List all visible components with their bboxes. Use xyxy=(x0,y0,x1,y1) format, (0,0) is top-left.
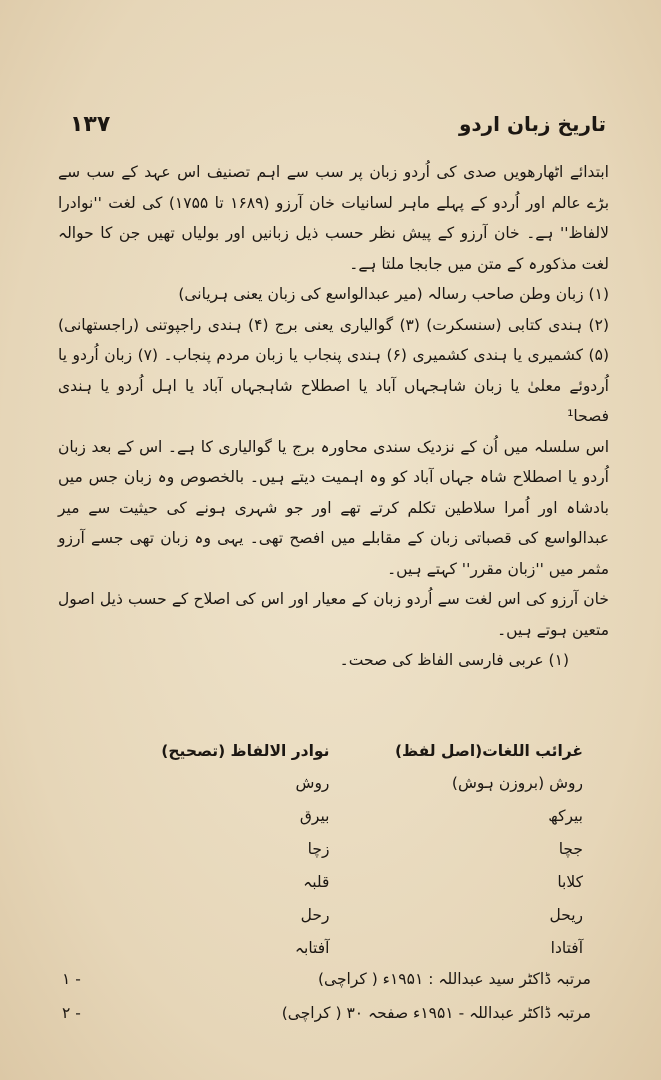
cell-corrected: قلبہ xyxy=(303,872,330,891)
cell-original: بیرکھ xyxy=(548,806,583,825)
cell-original: آفتادا xyxy=(550,938,583,957)
cell-corrected: روش xyxy=(295,773,330,792)
footnote xyxy=(62,962,591,996)
word-correction-table xyxy=(88,736,591,964)
footnote-text: مرتبہ ڈاکٹر سید عبداللہ : ۱۹۵۱ء ( کراچی) xyxy=(317,970,591,988)
footnotes xyxy=(62,962,591,1030)
paragraph-principles: خان آرزو کی اس لغت سے اُردو زبان کے معیار اور اس کی اصلاح کے حسب ذیل اصول متعین ہوتے ہیں۔ xyxy=(58,590,609,639)
cell-corrected: رحل xyxy=(300,905,330,924)
table-row xyxy=(88,865,591,898)
body-text xyxy=(58,157,609,676)
running-title: تاریخ زبان اردو xyxy=(458,112,606,136)
cell-original: روش (بروزن ہوش) xyxy=(451,773,583,792)
cell-original: جچا xyxy=(558,839,583,858)
footnote-text: مرتبہ ڈاکٹر عبداللہ - ۱۹۵۱ء صفحہ ۳۰ ( کراچی) xyxy=(281,1004,591,1022)
cell-corrected: بیرق xyxy=(299,806,330,825)
table-row xyxy=(88,799,591,832)
page-header xyxy=(70,112,606,152)
language-list-item: (۱) زبان وطن صاحب رسالہ (میر عبدالواسع کی زبان یعنی ہریانی) xyxy=(178,285,609,303)
column-header-corrected: نوادر الالفاظ (تصحیح) xyxy=(161,742,330,760)
table-header xyxy=(88,736,591,766)
paragraph-dialect: اس سلسلہ میں اُن کے نزدیک سندی محاورہ برج یا گوالیاری کا ہے۔ اس کے بعد زبان اُردو یا اصطلاح شاہ جہاں آباد کو وہ اہمیت دیتے ہیں۔ بالخصوص وہ زبان جس میں بادشاہ اور اُمرا سلاطین تکلم کرتے تھے اور جو شہری ہونے کی حیثیت سے میر عبدالواسع کی قصباتی زبان کے مقابلے میں افصح تھی۔ یہی وہ زبان تھی جسے آرزو مثمر میں ''زبان مقرر'' کہتے ہیں۔ xyxy=(58,437,609,578)
table-row xyxy=(88,931,591,964)
language-list-item: (۲) ہندی کتابی (سنسکرت) (۳) گوالیاری یعنی برج (۴) ہندی راجپوتنی (راجستھانی) (۵) کشمیری یا ہندی کشمیری (۶) ہندی پنجاب یا زبان مردم پنجاب۔ (۷) زبان اُردو یا اُردوئے معلیٰ یا زبان شاہجہاں آباد یا اصطلاح شاہجہاں آباد یا اہل اُردو یا ہندی فصحا¹ xyxy=(58,315,609,425)
table-row xyxy=(88,766,591,799)
footnote-marker: ۲ - xyxy=(62,1004,81,1022)
paragraph-intro: ابتدائے اٹھارھویں صدی کی اُردو زبان پر سب سے اہم تصنیف اس عہد کے سب سے بڑے عالم اور اُردو کے پہلے ماہر لسانیات خان آرزو (۱۶۸۹ تا ۱۷۵۵) کی لغت ''نوادرا لالفاظ'' ہے۔ خان آرزو کے پیش نظر حسب ذیل زبانیں اور بولیاں تھیں جن کا حوالہ لغت مذکورہ کے متن میں جابجا ملتا ہے۔ xyxy=(58,163,610,273)
page-number: ۱۳۷ xyxy=(70,112,111,137)
cell-corrected: آفتابہ xyxy=(294,938,330,957)
section-heading: (۱) عربی فارسی الفاظ کی صحت۔ xyxy=(339,651,569,669)
table-row xyxy=(88,832,591,865)
cell-original: کلابا xyxy=(557,872,583,891)
table-row xyxy=(88,898,591,931)
footnote xyxy=(62,996,591,1030)
column-header-original: غرائب اللغات(اصل لفظ) xyxy=(394,742,583,760)
cell-corrected: زچا xyxy=(307,839,330,858)
cell-original: ریحل xyxy=(549,905,583,924)
footnote-marker: ۱ - xyxy=(62,970,81,988)
